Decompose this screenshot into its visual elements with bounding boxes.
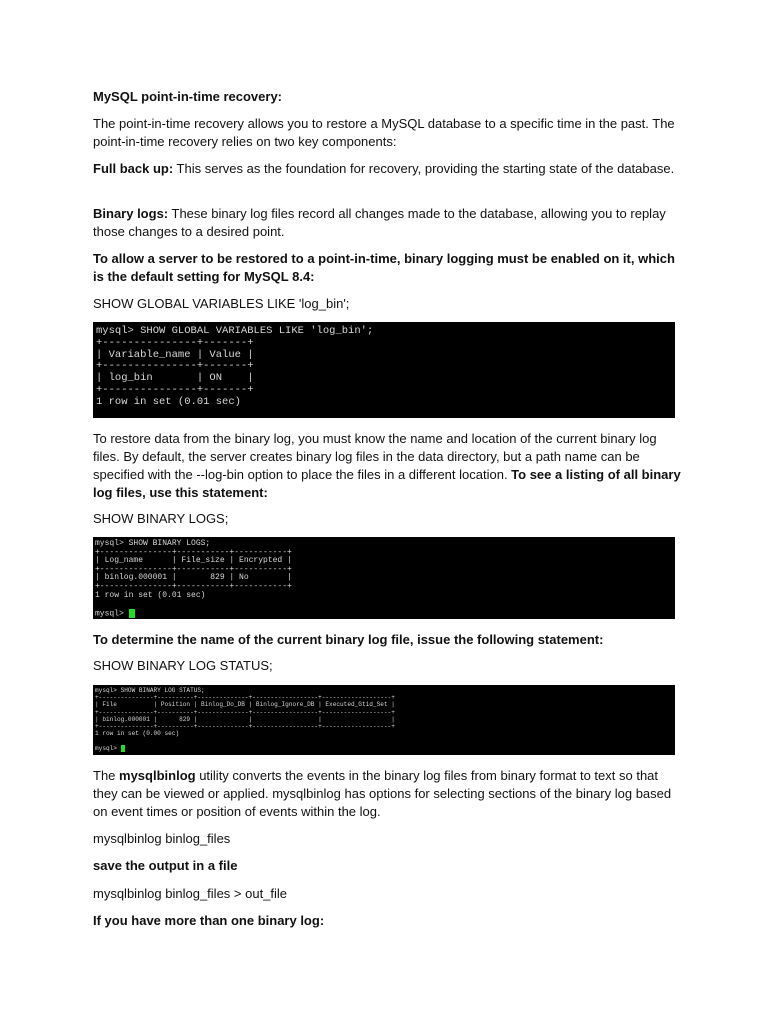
determine-note: To determine the name of the current binary log file, issue the following statement: bbox=[93, 632, 604, 647]
terminal-line: mysql> bbox=[95, 745, 673, 752]
save-note: save the output in a file bbox=[93, 858, 238, 873]
terminal-line: +---------------+-----------+-----------+ bbox=[95, 564, 292, 574]
terminal-line: +---------------+----------+--------------+------------------+-------------------+ bbox=[95, 708, 395, 716]
terminal-line bbox=[95, 600, 673, 609]
command-mysqlbinlog-out-file: mysqlbinlog binlog_files > out_file bbox=[93, 886, 288, 901]
full-backup-label: Full back up: bbox=[93, 161, 174, 176]
restore-paragraph bbox=[93, 430, 683, 502]
command-show-global-variables: SHOW GLOBAL VARIABLES LIKE 'log_bin'; bbox=[93, 296, 350, 311]
full-backup-text: This serves as the foundation for recovery, providing the starting state of the database. bbox=[173, 161, 675, 176]
terminal-line: | log_bin | ON | bbox=[96, 372, 254, 385]
binary-logs-text: These binary log files record all changes made to the database, allowing you to replay those changes to a desired point. bbox=[93, 206, 666, 239]
terminal-line: 1 row in set (0.01 sec) bbox=[96, 395, 241, 408]
command-show-binary-log-status: SHOW BINARY LOG STATUS; bbox=[93, 658, 273, 673]
binary-logs-label: Binary logs: bbox=[93, 206, 169, 221]
mysqlbinlog-paragraph bbox=[93, 767, 683, 821]
terminal-line: +---------------+-------+ bbox=[96, 360, 254, 373]
terminal-binary-logs bbox=[93, 537, 675, 619]
terminal-cursor bbox=[129, 609, 135, 618]
terminal-line: 1 row in set (0.00 sec) bbox=[95, 730, 180, 738]
terminal-line: mysql> SHOW BINARY LOG STATUS; bbox=[95, 687, 205, 694]
terminal-line: +---------------+-------+ bbox=[96, 383, 254, 396]
full-backup-paragraph bbox=[93, 160, 683, 178]
terminal-cursor bbox=[121, 745, 125, 752]
terminal-line: 1 row in set (0.01 sec) bbox=[95, 590, 206, 600]
mysqlbinlog-bold: mysqlbinlog bbox=[119, 768, 196, 783]
restore-text: To restore data from the binary log, you must know the name and location of the current binary log files. By default, the server creates binary log files in the data directory, but a path name can be specified with the --log-bin option to place the files in a different location. bbox=[93, 431, 657, 482]
intro-paragraph: The point-in-time recovery allows you to restore a MySQL database to a specific time in the past. The point-in-time recovery relies on two key components: bbox=[93, 116, 675, 149]
restore-bold: To see a listing of all binary log files, use this statement: bbox=[93, 467, 681, 500]
command-show-binary-logs: SHOW BINARY LOGS; bbox=[93, 511, 229, 526]
page-title: MySQL point-in-time recovery: bbox=[93, 89, 283, 104]
terminal-log-bin bbox=[93, 322, 675, 418]
terminal-line: | binlog.000001 | 829 | No | bbox=[95, 573, 292, 583]
terminal-line: +---------------+----------+--------------+------------------+-------------------+ bbox=[95, 694, 395, 702]
terminal-line: +---------------+-------+ bbox=[96, 336, 254, 349]
terminal-line: | Variable_name | Value | bbox=[96, 348, 254, 361]
terminal-binary-log-status bbox=[93, 685, 675, 755]
terminal-line: | File | Position | Binlog_Do_DB | Binlog_Ignore_DB | Executed_Gtid_Set | bbox=[95, 701, 395, 709]
terminal-line: | Log_name | File_size | Encrypted | bbox=[95, 556, 292, 566]
terminal-line: mysql> SHOW GLOBAL VARIABLES LIKE 'log_bin'; bbox=[96, 325, 374, 337]
command-mysqlbinlog: mysqlbinlog binlog_files bbox=[93, 831, 231, 846]
terminal-line: +---------------+-----------+-----------+ bbox=[95, 547, 292, 557]
terminal-line: +---------------+----------+--------------+------------------+-------------------+ bbox=[95, 723, 395, 731]
terminal-line: mysql> SHOW BINARY LOGS; bbox=[95, 539, 211, 548]
terminal-line: +---------------+-----------+-----------+ bbox=[95, 581, 292, 591]
terminal-line: | binlog.000001 | 829 | | | | bbox=[95, 715, 395, 723]
binary-logs-paragraph bbox=[93, 205, 683, 241]
enable-note: To allow a server to be restored to a point-in-time, binary logging must be enabled on it, which is the default setting for MySQL 8.4: bbox=[93, 251, 675, 284]
mysqlbinlog-pre: The bbox=[93, 768, 120, 783]
mysqlbinlog-post: utility converts the events in the binary log files from binary format to text so that they can be viewed or applied. mysqlbinlog has options for selecting sections of the binary log based on event times or position of events within the log. bbox=[93, 768, 672, 819]
terminal-line bbox=[95, 737, 673, 744]
more-logs-note: If you have more than one binary log: bbox=[93, 913, 325, 928]
terminal-line: mysql> bbox=[95, 609, 673, 619]
